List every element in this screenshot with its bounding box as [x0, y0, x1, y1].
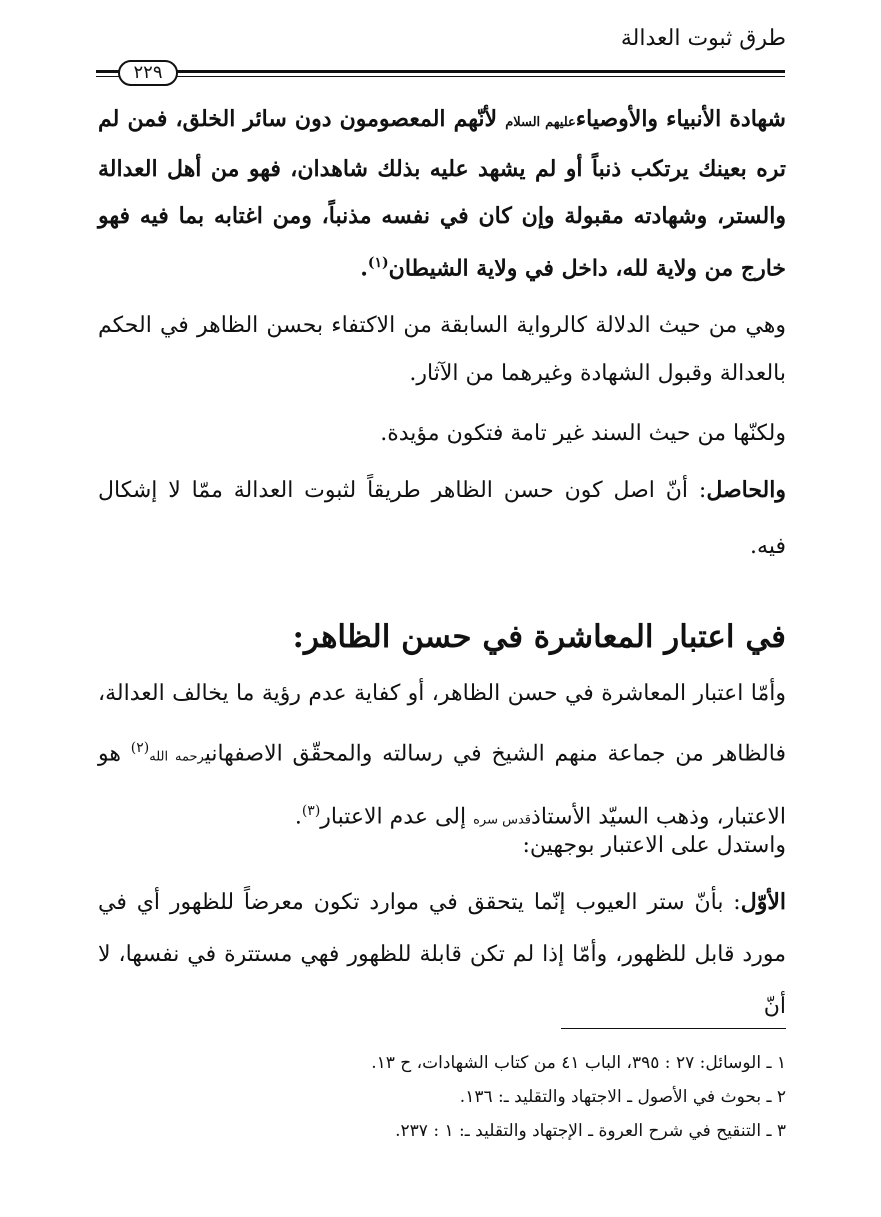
paragraph-text: إلى عدم الاعتبار: [320, 804, 474, 830]
header-rule-thick: [96, 70, 785, 73]
footnote-ref-1[interactable]: (١): [367, 255, 389, 271]
paragraph-two-arguments: واستدل على الاعتبار بوجهين:: [522, 833, 786, 858]
page-number: ٢٢٩: [118, 60, 178, 86]
paragraph-hadith: [98, 96, 786, 292]
paragraph-end: .: [294, 804, 302, 830]
paragraph-text: : أنّ اصل كون حسن الظاهر طريقاً لثبوت العدالة ممّا لا إشكال فيه.: [98, 478, 786, 559]
paragraph-opinions: [98, 666, 786, 848]
paragraph-text: وأمّا اعتبار المعاشرة في حسن الظاهر، أو كفاية عدم رؤية ما يخالف العدالة، فالظاهر من جماعة منهم الشيخ في رسالته والمحقّق الاصفهاني: [98, 681, 786, 767]
paragraph-end: .: [360, 255, 368, 282]
paragraph-text: هو الاعتبار، وذهب السيّد الأستاذ: [98, 741, 786, 830]
header-rule-thin: [96, 76, 785, 77]
paragraph-chain: ولكنّها من حيث السند غير تامة فتكون مؤيدة.: [380, 421, 786, 446]
running-title: طرق ثبوت العدالة: [620, 26, 786, 51]
paragraph-indication: وهي من حيث الدلالة كالرواية السابقة من الاكتفاء بحسن الظاهر في الحكم بالعدالة وقبول الشهادة وغيرهما من الآثار.: [98, 313, 786, 386]
footnote-ref-3[interactable]: (٣): [301, 803, 321, 820]
paragraph-text: شهادة الأنبياء والأوصياء: [575, 106, 786, 132]
footnote-separator: [561, 1028, 786, 1029]
paragraph-first-argument: [98, 876, 786, 1033]
lead-term: الأوّل: [740, 889, 786, 915]
honorific-mark: رحمه الله: [149, 749, 205, 765]
lead-term: والحاصل: [706, 477, 786, 503]
honorific-mark: عليهم السلام: [505, 115, 576, 130]
footnote-3: ٣ ـ التنقيح في شرح العروة ـ الإجتهاد والتقليد ـ: ١ : ٢٣٧.: [395, 1121, 786, 1141]
footnotes: [98, 1046, 786, 1148]
footnote-ref-2[interactable]: (٢): [130, 740, 150, 756]
honorific-mark: قدس سره: [473, 812, 532, 828]
footnote-1: ١ ـ الوسائل: ٢٧ : ٣٩٥، الباب ٤١ من كتاب الشهادات، ح ١٣.: [371, 1053, 786, 1073]
paragraph-conclusion: [98, 462, 786, 575]
paragraph-text: لأنّهم المعصومون دون سائر الخلق، فمن لم تره بعينك يرتكب ذنباً أو لم يشهد عليه بذلك شاهدان، فهو من أهل العدالة والستر، وشهادته مقبولة وإن كان في نفسه مذنباً، ومن اغتابه بما فيه فهو خارج من ولاية لله، داخل في ولاية الشيطان: [98, 106, 786, 282]
footnote-2: ٢ ـ بحوث في الأصول ـ الاجتهاد والتقليد ـ: ١٣٦.: [459, 1087, 786, 1107]
section-heading: في اعتبار المعاشرة في حسن الظاهر:: [292, 619, 786, 655]
paragraph-text: : بأنّ ستر العيوب إنّما يتحقق في موارد تكون معرضاً للظهور أي في مورد قابل للظهور، وأمّا إذا لم تكن قابلة للظهور فهي مستترة في نفسها، لا أنّ: [98, 890, 786, 1019]
